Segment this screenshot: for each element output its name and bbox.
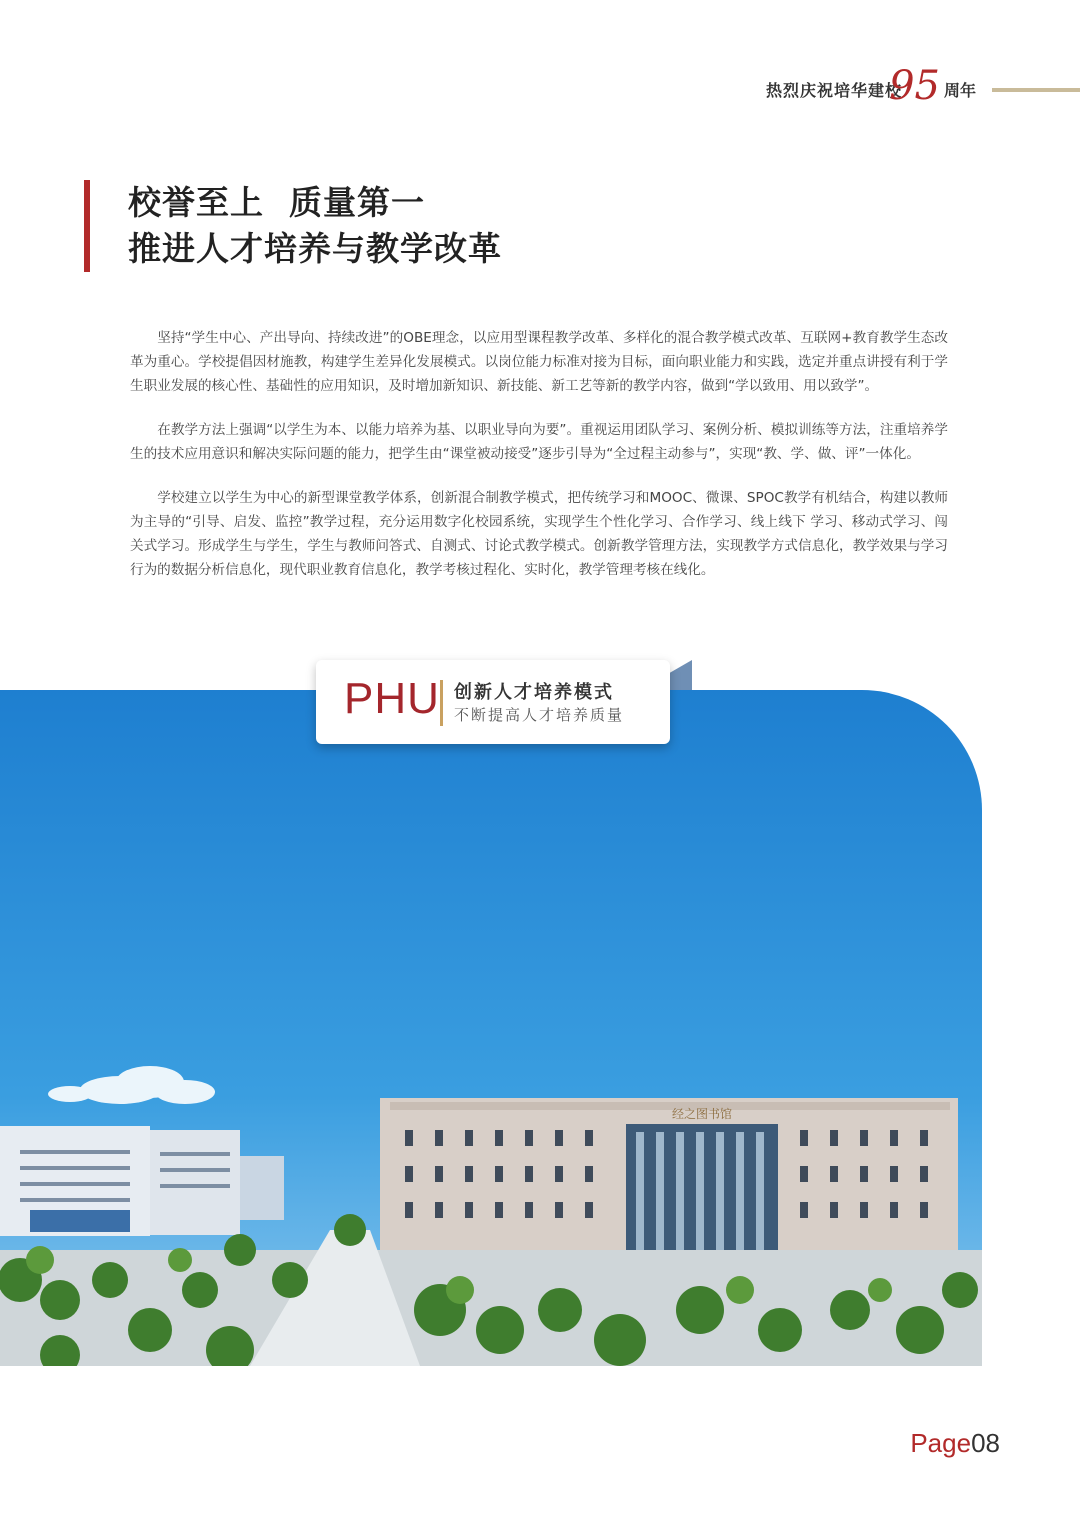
badge-subline: 不断提高人才培养质量 — [454, 706, 625, 724]
library-building — [380, 1098, 958, 1268]
body-text — [130, 326, 948, 602]
paragraph-2: 在教学方法上强调“以学生为本、以能力培养为基、以职业导向为要”。重视运用团队学习、案例分析、模拟训练等方法，注重培养学生的技术应用意识和解决实际问题的能力，把学生由“课堂被动接受”逐步引导为“全过程主动参与”，实现“教、学、做、评”一体化。 — [130, 422, 948, 462]
phu-logo: PHU — [344, 674, 440, 723]
title-line-1: 校誉至上 质量第一 — [128, 183, 425, 222]
phu-badge — [316, 660, 670, 744]
anniversary-number: 95 — [889, 63, 940, 109]
header-rule — [992, 88, 1080, 92]
page-title — [128, 180, 502, 272]
page-label: Page — [910, 1428, 972, 1458]
campus-photo — [0, 690, 982, 1366]
campus-illustration — [0, 690, 982, 1366]
page-header — [660, 63, 1080, 109]
header-text: 热烈庆祝培华建校 — [765, 81, 902, 100]
page-number — [910, 1428, 1000, 1459]
library-sign: 经之图书馆 — [671, 1107, 733, 1121]
paragraph-3: 学校建立以学生为中心的新型课堂教学体系，创新混合制教学模式，把传统学习和MOOC、微课、SPOC教学有机结合，构建以教师为主导的“引导、启发、监控”教学过程，充分运用数字化校园系统，实现学生个性化学习、合作学习、线上线下 学习、移动式学习、闯关式学习。形成学生与学生，学生与教师问答式、自测式、讨论式教学模式。创新教学管理方法，实现教学方式信息化，教学效果与学习行为的数据分析信息化，现代职业教育信息化，教学考核过程化、实时化，教学管理考核在线化。 — [130, 490, 948, 578]
paragraph-1: 坚持“学生中心、产出导向、持续改进”的OBE理念，以应用型课程教学改革、多样化的混合教学模式改革、互联网+教育教学生态改革为重心。学校提倡因材施教，构建学生差异化发展模式。以岗位能力标准对接为目标，面向职业能力和实践，选定并重点讲授有利于学生职业发展的核心性、基础性的应用知识，及时增加新知识、新技能、新工艺等新的教学内容，做到“学以致用、用以致学”。 — [130, 330, 948, 394]
badge-divider — [440, 680, 443, 726]
page-digits: 08 — [971, 1428, 1000, 1458]
title-accent-bar — [84, 180, 90, 272]
title-line-2: 推进人才培养与教学改革 — [128, 229, 502, 268]
badge-headline: 创新人才培养模式 — [454, 682, 614, 703]
header-suffix: 周年 — [943, 81, 976, 100]
